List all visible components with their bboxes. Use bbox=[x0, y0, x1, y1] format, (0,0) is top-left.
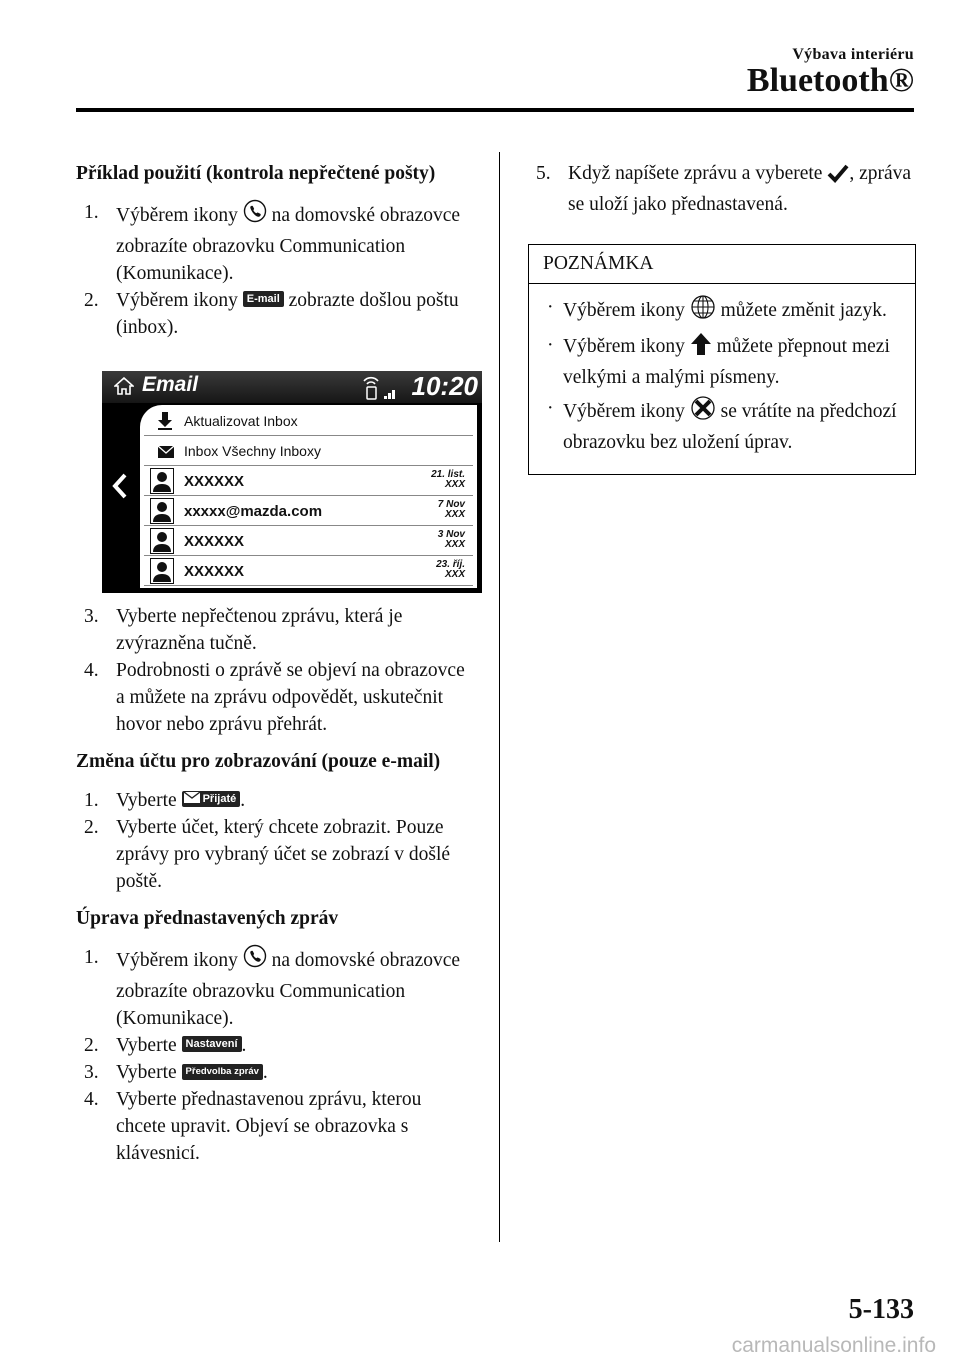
list-item-label: XXXXXX bbox=[184, 533, 245, 550]
step-item bbox=[76, 657, 476, 738]
envelope-icon bbox=[158, 445, 174, 463]
email-screen bbox=[102, 371, 482, 593]
list-item-message[interactable] bbox=[144, 527, 473, 556]
right-column bbox=[528, 160, 918, 475]
step-text: zobrazte došlou poštu (inbox). bbox=[116, 290, 459, 338]
list-item-date: 23. říj. XXX bbox=[436, 559, 465, 580]
inbox-list bbox=[140, 405, 477, 588]
note-title: POZNÁMKA bbox=[529, 245, 915, 284]
step-text: Výběrem ikony bbox=[116, 950, 238, 971]
step-item bbox=[76, 1086, 476, 1167]
signal-icon bbox=[360, 373, 400, 406]
settings-button-label: Nastavení bbox=[182, 1036, 242, 1052]
screen-clock: 10:20 bbox=[411, 371, 478, 401]
step-text: . bbox=[241, 1035, 247, 1056]
list-item-label: XXXXXX bbox=[184, 563, 245, 580]
note-body bbox=[529, 284, 915, 474]
watermark: carmanualsonline.info bbox=[731, 1334, 936, 1357]
step-number: 1. bbox=[84, 947, 99, 968]
step-item bbox=[76, 814, 476, 895]
step-text: Vyberte přednastavenou zprávu, kterou chcete upravit. Objeví se obrazovka s klávesnicí. bbox=[116, 1089, 422, 1164]
step-text: Podrobnosti o zprávě se objeví na obrazovce a můžete na zprávu odpovědět, uskutečnit hovor nebo zprávu přehrát. bbox=[116, 660, 465, 735]
contact-icon bbox=[150, 528, 174, 559]
note-box bbox=[528, 244, 916, 475]
step-text: Výběrem ikony bbox=[116, 205, 238, 226]
contact-icon bbox=[150, 558, 174, 589]
step-item bbox=[76, 199, 476, 287]
note-text: Výběrem ikony bbox=[563, 300, 685, 321]
step-text: na domovské obrazovce zobrazíte obrazovku Communication (Komunikace). bbox=[116, 950, 461, 1029]
note-text: Výběrem ikony bbox=[563, 336, 685, 357]
step-item bbox=[76, 1032, 476, 1059]
step-number: 3. bbox=[84, 1062, 99, 1083]
step-item bbox=[76, 787, 476, 814]
back-chevron-icon[interactable] bbox=[110, 471, 130, 506]
left-column bbox=[76, 160, 476, 1167]
step-number: 4. bbox=[84, 660, 99, 681]
home-icon[interactable] bbox=[114, 377, 134, 400]
list-item-date: 7 Nov XXX bbox=[437, 499, 465, 520]
step-number: 4. bbox=[84, 1089, 99, 1110]
step-text: . bbox=[240, 790, 246, 811]
step-text: Když napíšete zprávu a vyberete bbox=[568, 163, 823, 184]
heading-change-account: Změna účtu pro zobrazování (pouze e-mail) bbox=[76, 751, 441, 772]
header-section: Výbava interiéru bbox=[792, 46, 914, 63]
step-text: Vyberte bbox=[116, 1035, 177, 1056]
step-number: 2. bbox=[84, 290, 99, 311]
step-text: , zpráva se uloží jako přednastavená. bbox=[568, 163, 912, 215]
shift-arrow-icon bbox=[690, 332, 712, 364]
step-text: . bbox=[262, 1062, 268, 1083]
note-item: · Výběrem ikony můžete změnit jazyk. bbox=[543, 294, 901, 328]
checkmark-icon bbox=[827, 163, 849, 191]
email-button-label: E-mail bbox=[243, 291, 284, 307]
preset-messages-button-label: Předvolba zpráv bbox=[182, 1064, 263, 1080]
heading-unread-mail: Příklad použití (kontrola nepřečtené pošty) bbox=[76, 163, 436, 184]
step-number: 2. bbox=[84, 1035, 99, 1056]
step-number: 3. bbox=[84, 606, 99, 627]
step-number: 2. bbox=[84, 817, 99, 838]
note-text: můžete přepnout mezi velkými a malými písmeny. bbox=[563, 336, 890, 388]
step-number: 1. bbox=[84, 790, 99, 811]
step-text: Vyberte bbox=[116, 1062, 177, 1083]
contact-icon bbox=[150, 468, 174, 499]
list-item-label: Aktualizovat Inbox bbox=[184, 413, 298, 429]
column-divider bbox=[499, 152, 500, 1242]
list-item-refresh[interactable] bbox=[144, 407, 473, 436]
step-item bbox=[76, 1059, 476, 1086]
contact-icon bbox=[150, 498, 174, 529]
page-number: 5-133 bbox=[848, 1294, 914, 1325]
note-text: Výběrem ikony bbox=[563, 401, 685, 422]
header-rule bbox=[76, 108, 914, 112]
step-text: Vyberte bbox=[116, 790, 177, 811]
note-item: · Výběrem ikony se vrátíte na předchozí obrazovku bez uložení úprav. bbox=[543, 395, 901, 456]
list-item-label: xxxxx@mazda.com bbox=[184, 503, 323, 520]
inbox-button-label: Přijaté bbox=[182, 791, 241, 807]
step-item bbox=[76, 944, 476, 1032]
step-number: 5. bbox=[536, 163, 551, 184]
list-item-label: Inbox Všechny Inboxy bbox=[184, 443, 321, 459]
phone-icon bbox=[243, 199, 267, 233]
list-item-all-inboxes[interactable] bbox=[144, 437, 473, 466]
phone-icon bbox=[243, 944, 267, 978]
note-item: · Výběrem ikony můžete přepnout mezi velkými a malými písmeny. bbox=[543, 332, 901, 391]
step-text: Výběrem ikony bbox=[116, 290, 238, 311]
step-text: na domovské obrazovce zobrazíte obrazovku Communication (Komunikace). bbox=[116, 205, 461, 284]
list-item-label: XXXXXX bbox=[184, 473, 245, 490]
step-text: Vyberte účet, který chcete zobrazit. Pouze zprávy pro vybraný účet se zobrazí v došlé poště. bbox=[116, 817, 451, 892]
heading-edit-presets: Úprava přednastavených zpráv bbox=[76, 908, 339, 929]
list-item-message[interactable] bbox=[144, 557, 473, 586]
header-title: Bluetooth® bbox=[746, 62, 914, 99]
globe-icon bbox=[690, 294, 716, 328]
step-item bbox=[76, 603, 476, 657]
screen-title: Email bbox=[142, 373, 199, 396]
note-text: můžete změnit jazyk. bbox=[720, 300, 887, 321]
step-number: 1. bbox=[84, 202, 99, 223]
step-item bbox=[76, 287, 476, 341]
download-icon bbox=[158, 412, 172, 435]
list-item-message[interactable] bbox=[144, 497, 473, 526]
list-item-date: 21. list. XXX bbox=[431, 469, 465, 490]
list-item-message[interactable] bbox=[144, 467, 473, 496]
note-text: se vrátíte na předchozí obrazovku bez uložení úprav. bbox=[563, 401, 897, 453]
step-item bbox=[528, 160, 918, 218]
screen-header bbox=[102, 371, 482, 403]
cancel-icon bbox=[690, 395, 716, 429]
step-text: Vyberte nepřečtenou zprávu, která je zvýrazněna tučně. bbox=[116, 606, 403, 654]
list-item-date: 3 Nov XXX bbox=[437, 529, 465, 550]
